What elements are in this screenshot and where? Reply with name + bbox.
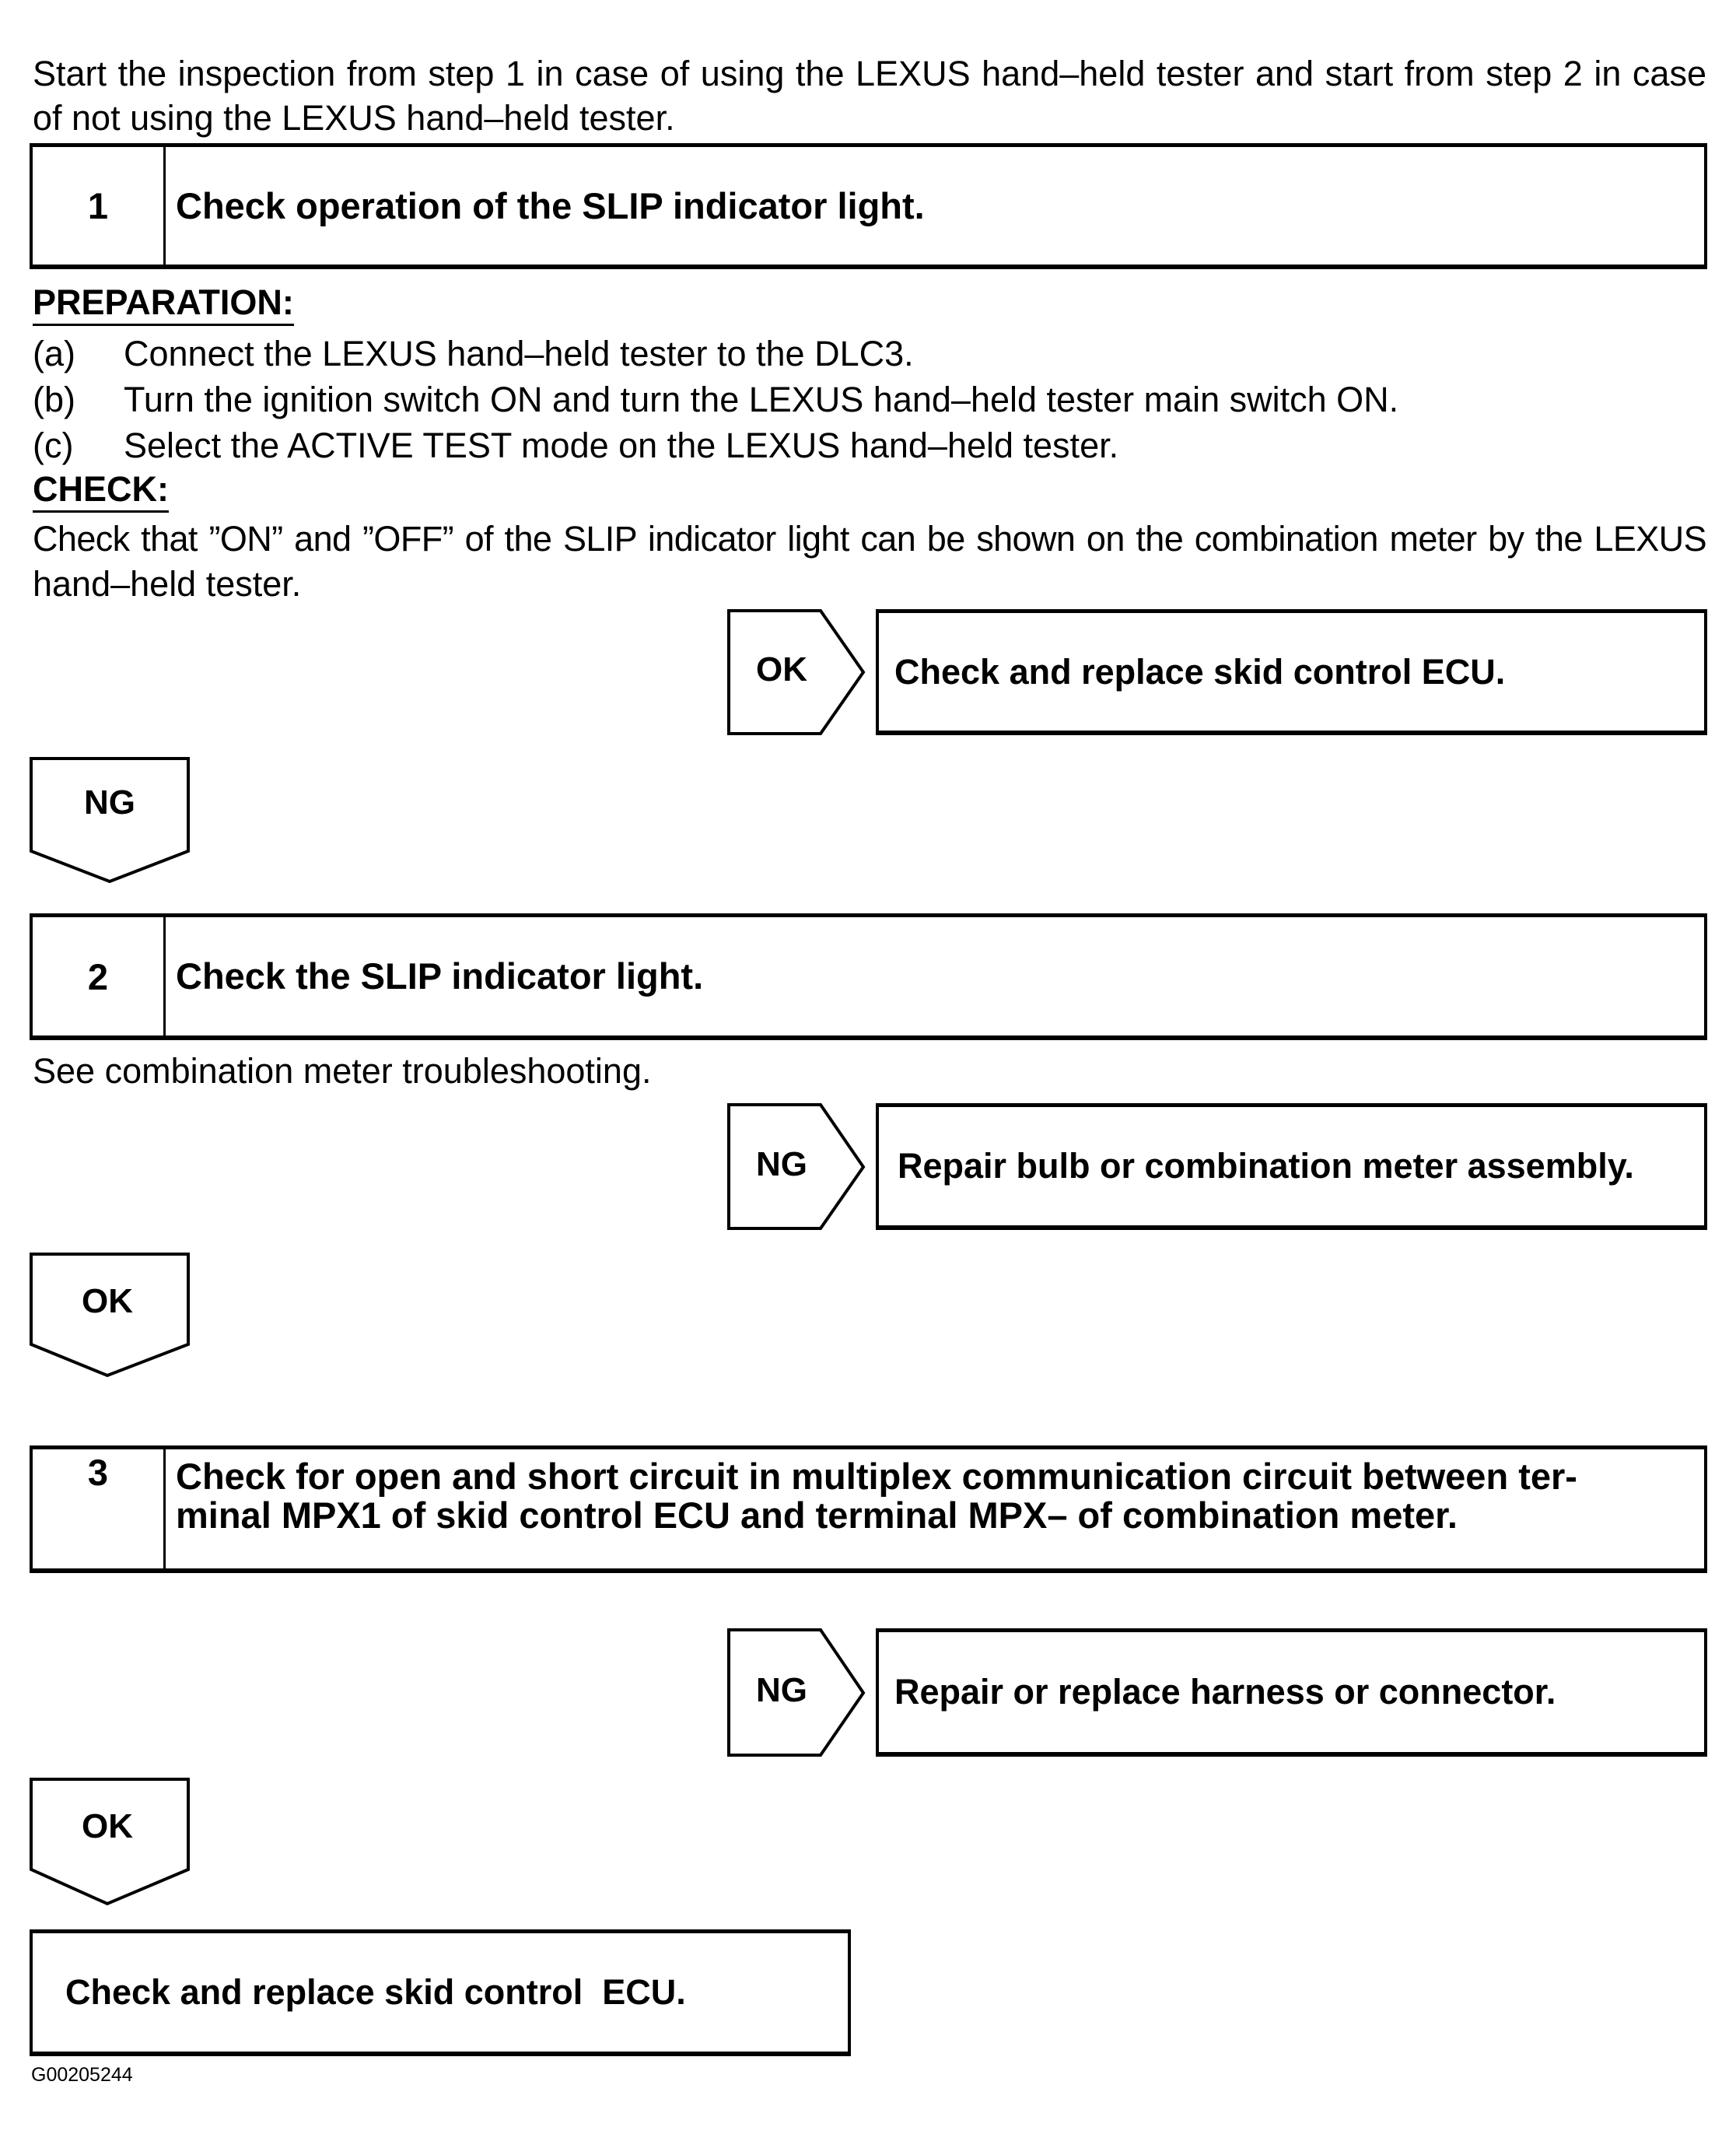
item-text: Connect the LEXUS hand–held tester to the DLC3. [124,334,914,373]
step-2-ng-branch-arrow [727,1103,867,1231]
step-2-title: Check the SLIP indicator light. [176,955,704,997]
step-1-ok-result: Check and replace skid control ECU. [876,609,1707,735]
check-heading-wrap [33,470,169,513]
item-label: (a) [33,334,75,373]
step-2-ng-label: NG [756,1145,807,1183]
step-2-number: 2 [33,917,166,1035]
item-label: (c) [33,426,74,465]
step-1-ok-branch-arrow [727,609,867,735]
step-3-title-line-2: minal MPX1 of skid control ECU and terminal MPX– of combination meter. [176,1494,1458,1536]
figure-code: G00205244 [31,2064,133,2086]
step-2-ok-branch-arrow [30,1253,190,1379]
preparation-item-c [33,423,1118,468]
item-text: Turn the ignition switch ON and turn the LEXUS hand–held tester main switch ON. [124,380,1399,419]
step-3-ok-branch-arrow [30,1778,190,1907]
step-1-ok-label: OK [756,650,807,689]
step-3-ng-result: Repair or replace harness or connector. [876,1628,1707,1757]
step-2-header [30,913,1707,1040]
step-2-ok-label: OK [82,1282,133,1320]
item-text: Select the ACTIVE TEST mode on the LEXUS hand–held tester. [124,426,1119,465]
step-1-title: Check operation of the SLIP indicator light. [176,184,925,226]
step-3-title-line-1: Check for open and short circuit in multiplex communication circuit between ter- [176,1456,1577,1497]
check-heading: CHECK: [33,470,169,513]
final-result: Check and replace skid control ECU. [30,1929,851,2056]
step-1-number: 1 [33,147,166,265]
step-2-note: See combination meter troubleshooting. [33,1051,652,1091]
item-label: (b) [33,380,75,419]
step-3-ok-label: OK [82,1807,133,1845]
step-3-title [176,1454,1689,1568]
preparation-heading: PREPARATION: [33,283,294,326]
preparation-item-a [33,331,914,376]
check-text-line-2: hand–held tester. [33,564,302,604]
step-2-ng-result: Repair bulb or combination meter assembly. [876,1103,1707,1230]
step-3-ng-label: NG [756,1671,807,1709]
step-1-ng-branch-arrow [30,757,190,885]
step-1-header [30,143,1707,269]
preparation-heading-wrap [33,283,294,326]
step-3-header [30,1445,1707,1573]
intro-line-1: Start the inspection from step 1 in case of using the LEXUS hand–held tester and start from step 2 in case [33,54,1706,93]
step-3-number: 3 [33,1449,166,1568]
preparation-item-b [33,377,1398,422]
step-3-ng-branch-arrow [727,1628,867,1757]
check-text-line-1: Check that ”ON” and ”OFF” of the SLIP indicator light can be shown on the combination meter by the LEXUS [33,519,1706,559]
step-1-ng-label: NG [84,783,135,822]
intro-line-2: of not using the LEXUS hand–held tester. [33,98,675,138]
